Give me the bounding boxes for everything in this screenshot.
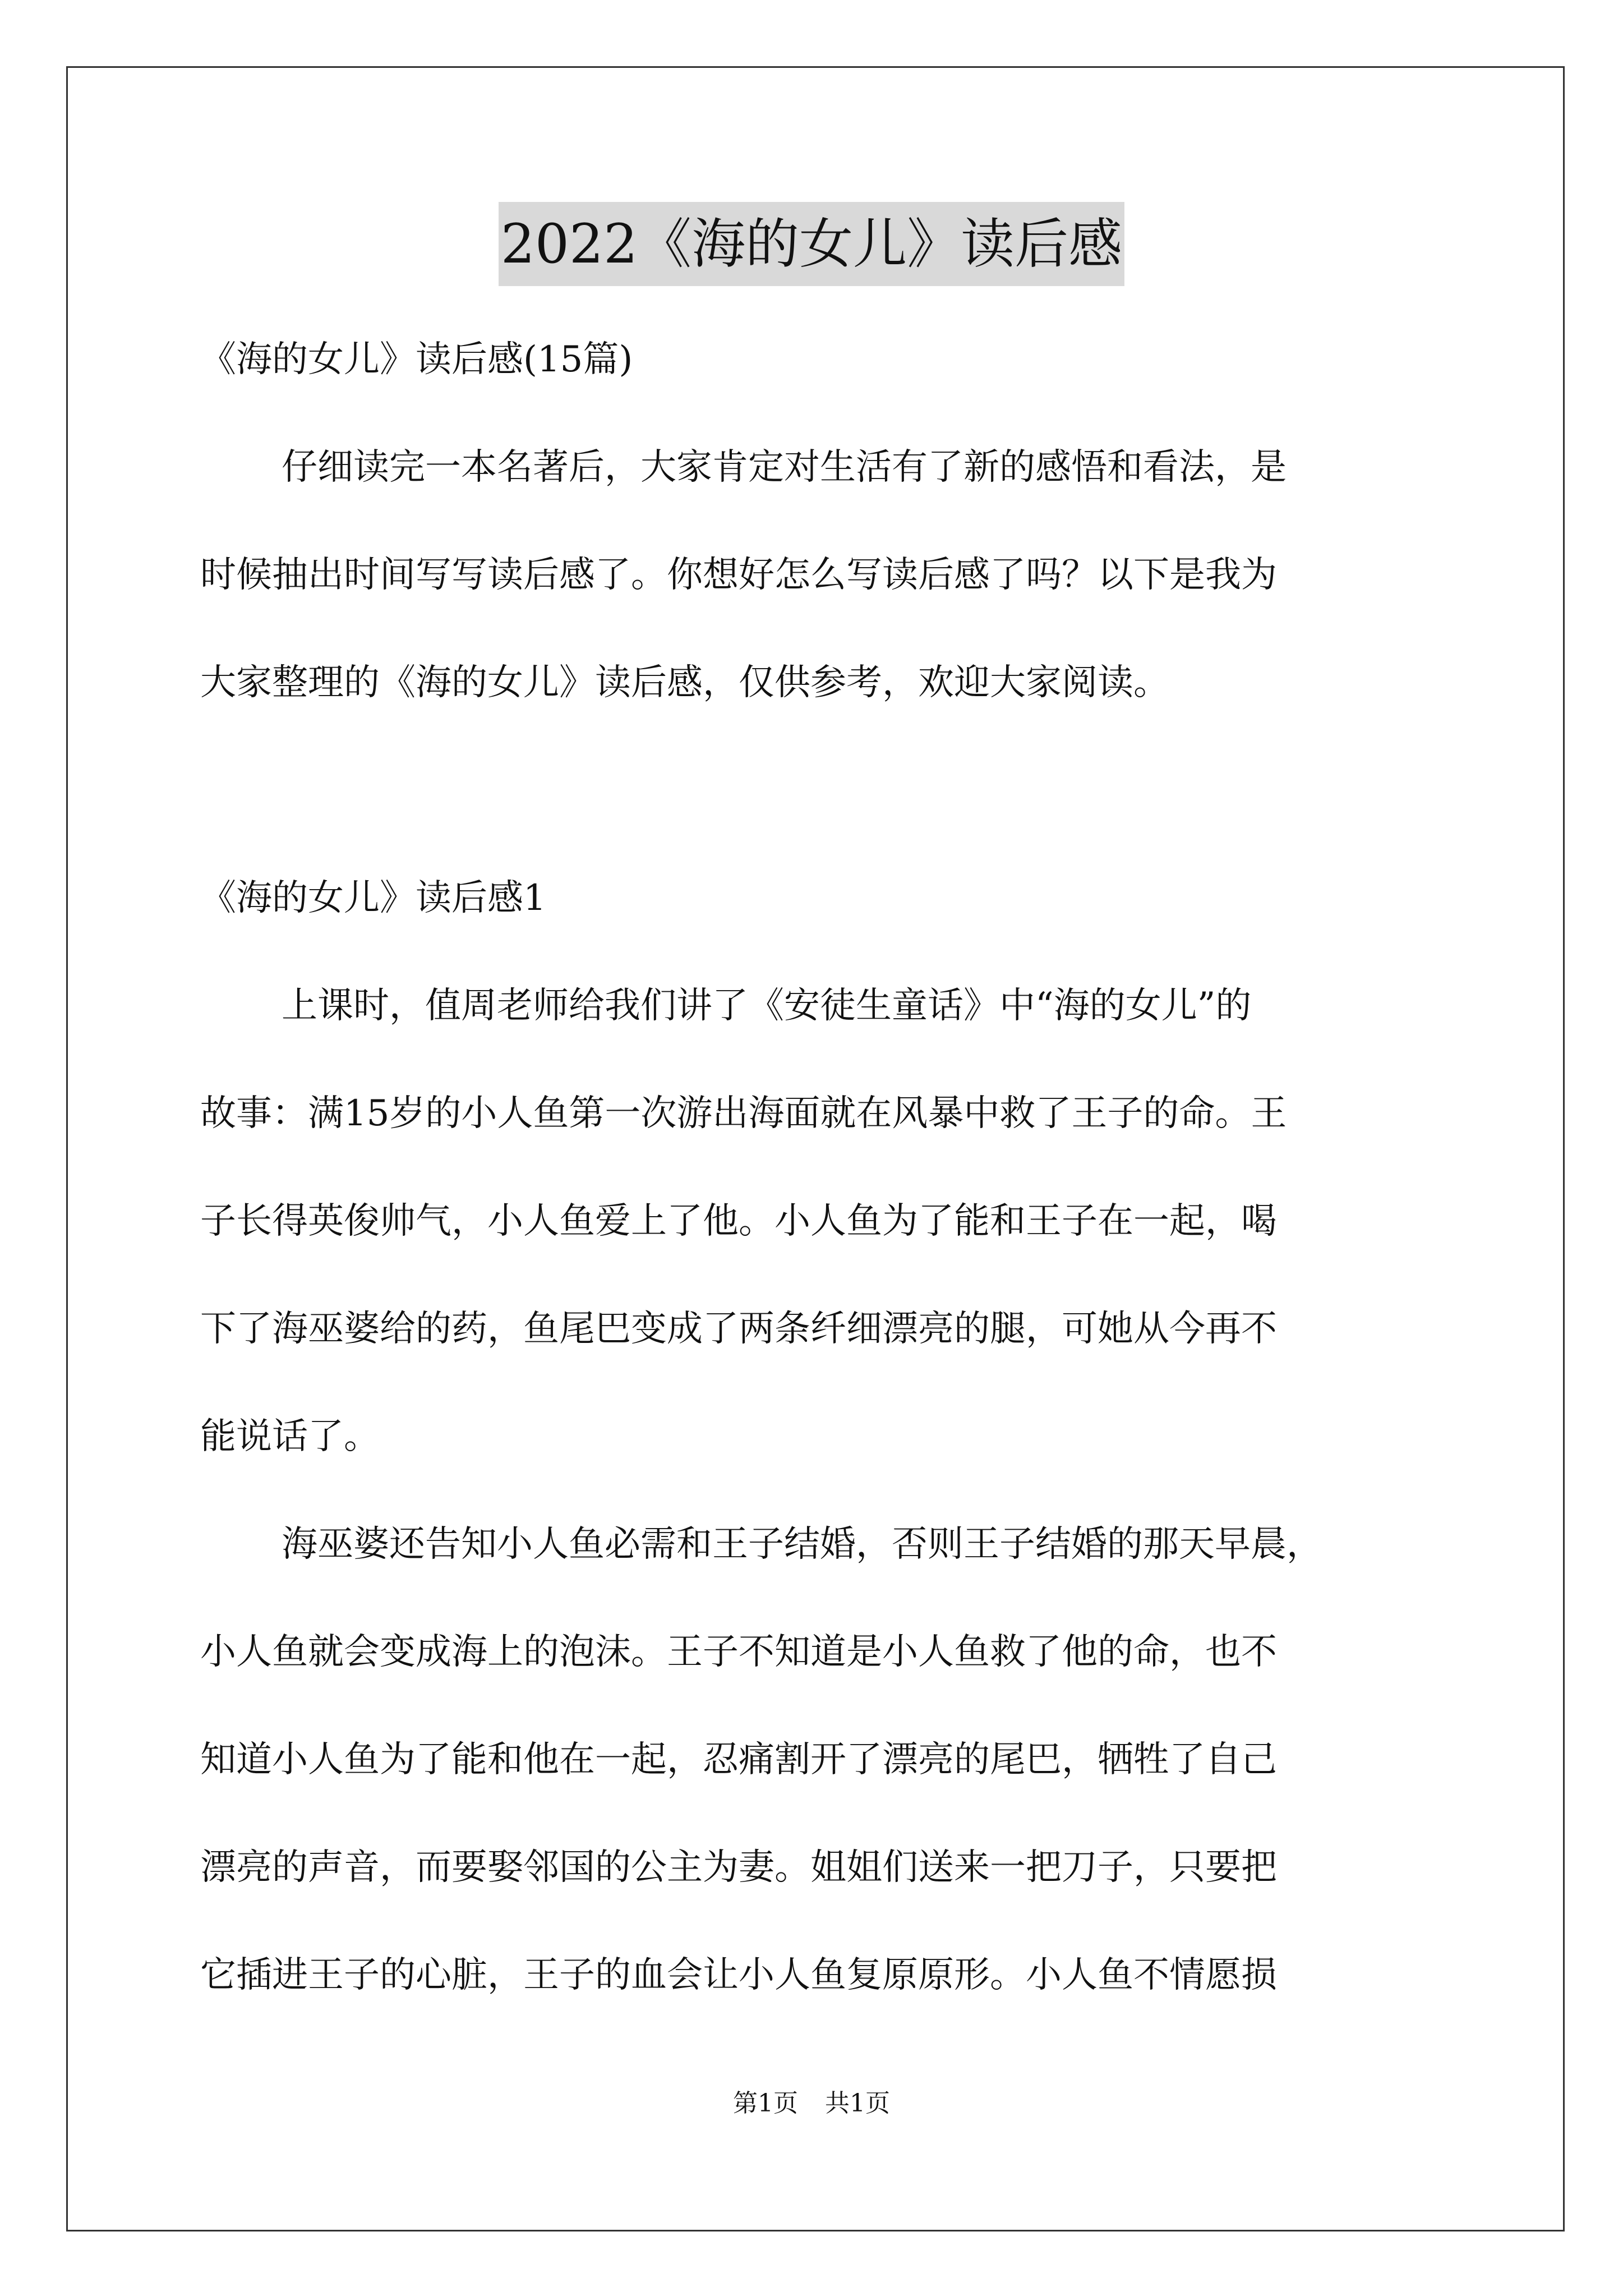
paragraph-line: 漂亮的声音，而要娶邻国的公主为妻。姐姐们送来一把刀子，只要把 [200,1847,1277,1888]
paragraph-spacer [200,737,1434,844]
title-wrap [0,202,1623,286]
paragraph-line: 上课时，值周老师给我们讲了《安徒生童话》中“海的女儿”的 [282,985,1252,1027]
intro-line: 时候抽出时间写写读后感了。你想好怎么写读后感了吗？以下是我为 [200,554,1277,596]
paragraph-line: 子长得英俊帅气，小人鱼爱上了他。小人鱼为了能和王子在一起，喝 [200,1200,1277,1242]
paragraph-line: 能说话了。 [200,1416,380,1457]
page-total: 共1页 [825,2089,890,2118]
paragraph-line: 知道小人鱼为了能和他在一起，忍痛割开了漂亮的尾巴，牺牲了自己 [200,1739,1277,1780]
paragraph-line: 下了海巫婆给的药，鱼尾巴变成了两条纤细漂亮的腿，可她从今再不 [200,1308,1277,1350]
paragraph-line: 故事：满15岁的小人鱼第一次游出海面就在风暴中救了王子的命。王 [200,1093,1287,1134]
paragraph-line: 海巫婆还告知小人鱼必需和王子结婚，否则王子结婚的那天早晨， [282,1524,1322,1565]
document-title: 2022《海的女儿》读后感 [499,202,1124,286]
intro-line: 仔细读完一本名著后，大家肯定对生活有了新的感悟和看法，是 [282,447,1287,488]
paragraph-line: 小人鱼就会变成海上的泡沫。王子不知道是小人鱼救了他的命，也不 [200,1631,1277,1673]
intro-line: 大家整理的《海的女儿》读后感，仅供参考，欢迎大家阅读。 [200,662,1169,703]
section-heading: 《海的女儿》读后感1 [200,877,546,919]
paragraph-line: 它插进王子的心脏，王子的血会让小人鱼复原原形。小人鱼不情愿损 [200,1954,1277,1996]
page-footer [0,2087,1623,2120]
document-body [200,306,1434,2029]
subtitle: 《海的女儿》读后感(15篇) [200,339,633,380]
page-number: 第1页 [733,2089,798,2118]
